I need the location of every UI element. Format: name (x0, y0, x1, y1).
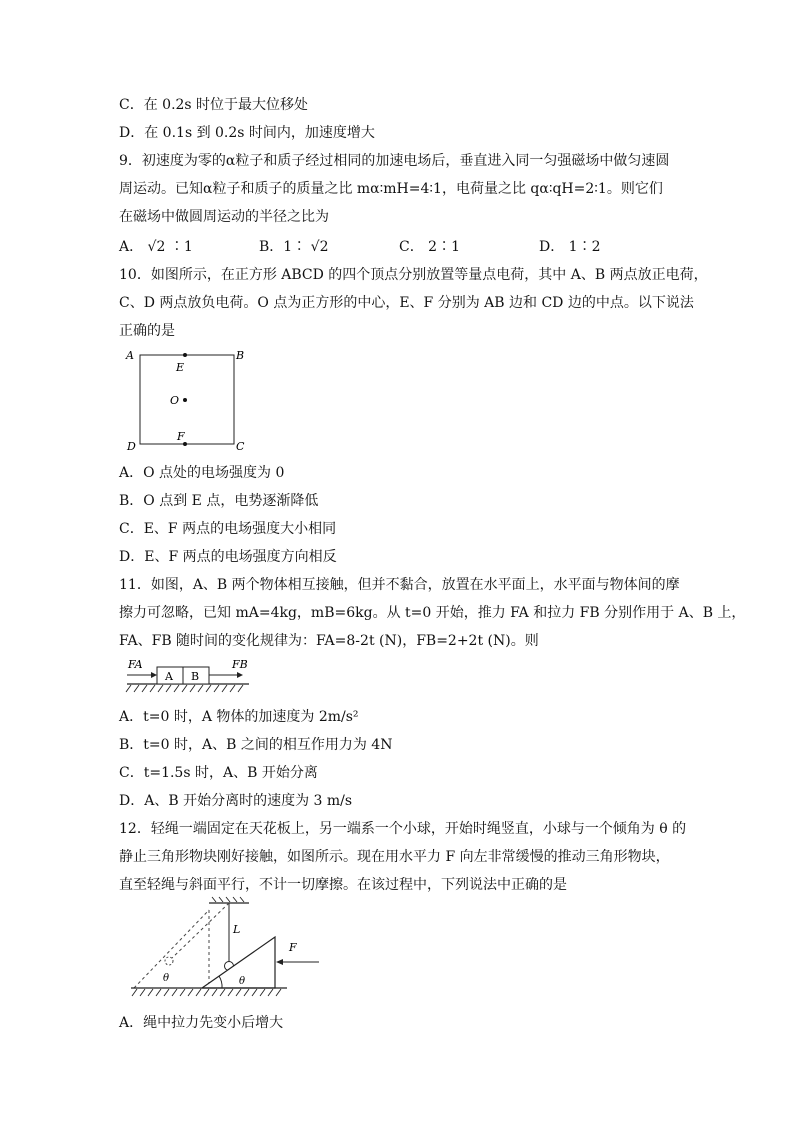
force-f-arrowhead (276, 959, 283, 965)
square-charge-figure (119, 346, 259, 454)
label-f: F (289, 941, 297, 954)
point-e (183, 353, 187, 357)
ground-hatch (132, 989, 281, 996)
q10-stem-line1: 10．如图所示，在正方形 ABCD 的四个顶点分别放置等量点电荷，其中 A、B 两点放正电荷， (119, 267, 708, 283)
q9-stem-line3: 在磁场中做圆周运动的半径之比为 (119, 209, 329, 225)
label-o: O (170, 394, 180, 407)
q9-stem-line2: 周运动。已知α粒子和质子的质量之比 mα∶mH=4∶1，电荷量之比 qα∶qH=2∶1。则它们 (119, 181, 663, 197)
block-a-label: A (165, 670, 173, 683)
ground-hatch (126, 685, 243, 692)
q11-stem-line2: 擦力可忽略，已知 mA=4kg，mB=6kg。从 t=0 开始，推力 FA 和拉力 FB 分别作用于 A、B 上， (119, 605, 746, 621)
q9-option-d: D． 1∶2 (539, 239, 601, 255)
label-d: D (127, 440, 136, 453)
q12-stem-line1: 12．轻绳一端固定在天花板上，另一端系一个小球，开始时绳竖直，小球与一个倾角为 θ 的 (119, 821, 687, 837)
q9-option-a: A． √2 ∶1 (119, 239, 193, 255)
q8-option-c: C．在 0.2s 时位于最大位移处 (119, 97, 309, 113)
label-fb: FB (232, 658, 248, 671)
q9-option-b: B．1∶ √2 (259, 239, 329, 255)
q12-stem-line2: 静止三角形物块刚好接触，如图所示。现在用水平力 F 向左非常缓慢的推动三角形物块， (119, 849, 670, 865)
label-a: A (126, 349, 134, 362)
point-o (183, 398, 187, 402)
wedge-final-slope-dashed (134, 910, 209, 988)
label-c: C (236, 440, 245, 453)
q11-option-b: B．t=0 时，A、B 之间的相互作用力为 4N (119, 737, 393, 753)
label-fa: FA (128, 658, 143, 671)
q12-stem-line3: 直至轻绳与斜面平行，不计一切摩擦。在该过程中，下列说法中正确的是 (119, 877, 567, 893)
q10-stem-line2: C、D 两点放负电荷。O 点为正方形的中心，E、F 分别为 AB 边和 CD 边的中点。以下说法 (119, 295, 694, 311)
label-theta: θ (239, 976, 246, 987)
label-e: E (176, 361, 185, 374)
q11-option-c: C．t=1.5s 时，A、B 开始分离 (119, 765, 318, 781)
q11-stem-line3: FA、FB 随时间的变化规律为：FA=8-2t (N)，FB=2+2t (N)。则 (119, 633, 539, 649)
label-f: F (177, 430, 185, 443)
pendulum-wedge-figure (119, 895, 329, 1005)
label-l: L (233, 923, 241, 936)
blocks-figure (119, 656, 259, 700)
square-abcd (140, 355, 234, 444)
q10-option-b: B．O 点到 E 点，电势逐渐降低 (119, 493, 319, 509)
q10-option-a: A．O 点处的电场强度为 0 (119, 465, 285, 481)
ceiling-hatch (212, 897, 244, 902)
rope-final-dashed (171, 903, 229, 959)
force-fb-arrowhead (237, 672, 243, 678)
q10-option-c: C．E、F 两点的电场强度大小相同 (119, 521, 337, 537)
q9-option-c: C． 2∶1 (399, 239, 460, 255)
q10-option-d: D．E、F 两点的电场强度方向相反 (119, 549, 337, 565)
force-fa-arrowhead (151, 672, 157, 678)
label-b: B (236, 349, 245, 362)
q12-option-a: A．绳中拉力先变小后增大 (119, 1015, 284, 1031)
q11-option-a: A．t=0 时，A 物体的加速度为 2m/s² (119, 709, 359, 725)
block-b-label: B (191, 670, 200, 683)
q9-stem-line1: 9．初速度为零的α粒子和质子经过相同的加速电场后，垂直进入同一匀强磁场中做匀速圆 (119, 153, 670, 169)
q11-option-d: D．A、B 开始分离时的速度为 3 m/s (119, 793, 353, 809)
ball-final-dashed (165, 957, 173, 965)
q8-option-d: D．在 0.1s 到 0.2s 时间内，加速度增大 (119, 125, 375, 141)
q11-stem-line1: 11．如图，A、B 两个物体相互接触，但并不黏合，放置在水平面上，水平面与物体间的摩 (119, 577, 680, 593)
q10-stem-line3: 正确的是 (119, 323, 175, 339)
label-theta-dashed: θ (163, 973, 170, 984)
